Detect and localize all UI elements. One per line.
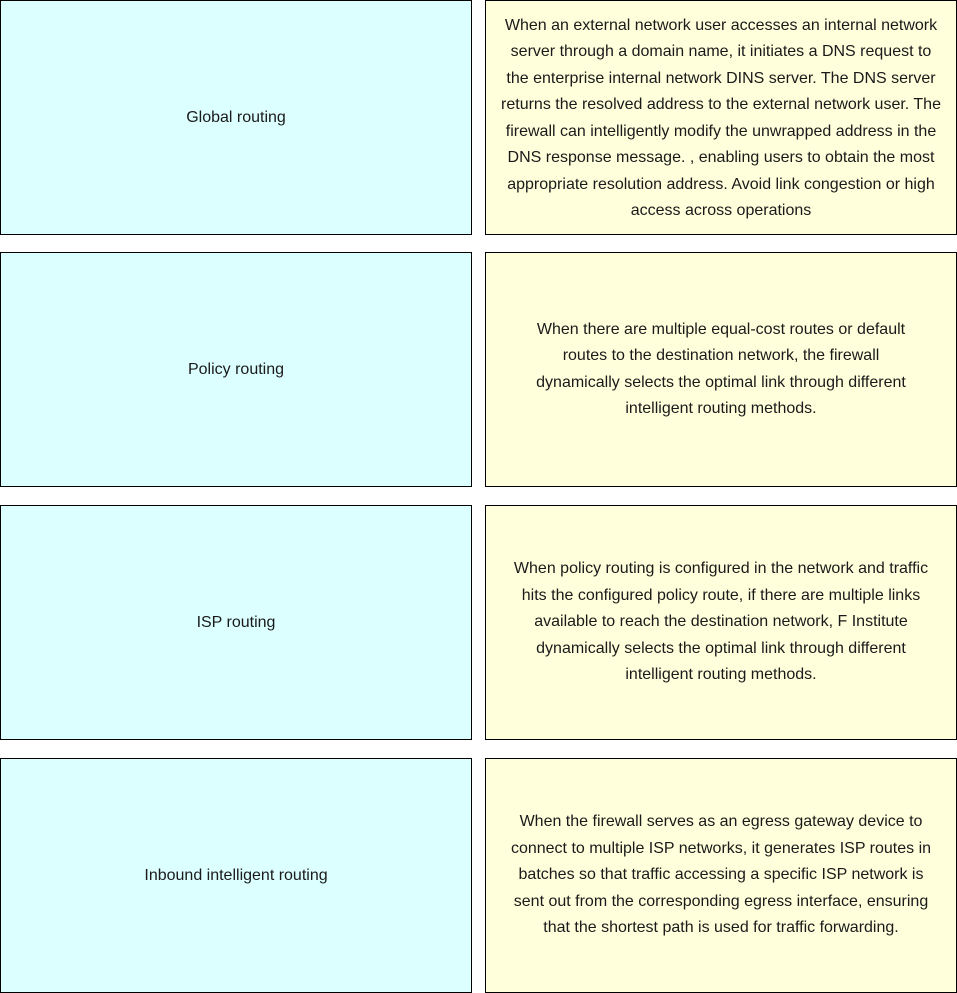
description-box-1[interactable] bbox=[485, 0, 957, 235]
description-text: When an external network user accesses an internal network server through a domain name, it initiates a DNS request to the enterprise internal network DINS server. The DNS server returns the resolved address to the external network user. The firewall can intelligently modify the unwrapped address in the DNS response message. , enabling users to obtain the most appropriate resolution address. Avoid link congestion or high access across operations bbox=[501, 16, 941, 219]
term-label: Policy routing bbox=[187, 360, 285, 378]
description-text: When there are multiple equal-cost routes or default routes to the destination network, the firewall dynamically selects the optimal link through different intelligent routing methods. bbox=[536, 320, 906, 417]
term-label: Inbound intelligent routing bbox=[144, 866, 328, 884]
description-box-2[interactable] bbox=[485, 252, 957, 487]
term-box-inbound-intelligent-routing[interactable] bbox=[0, 758, 472, 993]
term-box-policy-routing[interactable] bbox=[0, 252, 472, 487]
description-text: When the firewall serves as an egress gateway device to connect to multiple ISP networks, it generates ISP routes in batches so that traffic accessing a specific ISP network is sent out from the corresponding egress interface, ensuring that the shortest path is used for traffic forwarding. bbox=[510, 813, 932, 937]
term-box-global-routing[interactable] bbox=[0, 0, 472, 235]
description-box-4[interactable] bbox=[485, 758, 957, 993]
description-box-3[interactable] bbox=[485, 505, 957, 740]
term-label: ISP routing bbox=[196, 613, 276, 631]
term-box-isp-routing[interactable] bbox=[0, 505, 472, 740]
term-label: Global routing bbox=[186, 108, 286, 126]
description-text: When policy routing is configured in the network and traffic hits the configured policy route, if there are multiple links available to reach the destination network, F Institute dynamically selects the optimal link through different intelligent routing methods. bbox=[513, 560, 929, 684]
